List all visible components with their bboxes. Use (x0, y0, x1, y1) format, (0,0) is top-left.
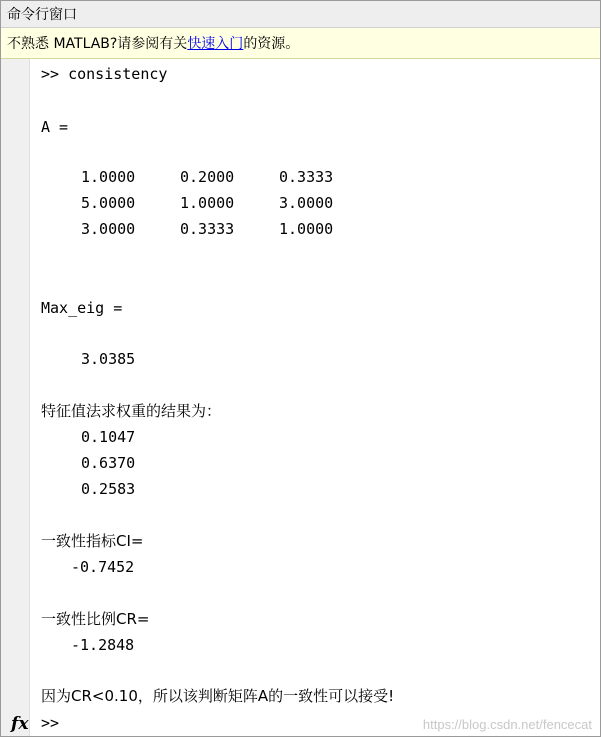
matrix-row: 3.0000 0.3333 1.0000 (81, 220, 334, 238)
ci-value: -0.7452 (71, 558, 135, 576)
matrix-a-label: A = (41, 118, 69, 136)
matrix-row: 5.0000 1.0000 3.0000 (81, 194, 334, 212)
weights-label: 特征值法求权重的结果为： (41, 402, 222, 420)
conclusion-text: 因为CR<0.10，所以该判断矩阵A的一致性可以接受! (41, 687, 395, 705)
window-titlebar (1, 1, 600, 28)
matrix-row: 1.0000 0.2000 0.3333 (81, 168, 334, 186)
ci-label: 一致性指标CI= (41, 532, 144, 550)
weight-value: 0.2583 (81, 480, 136, 498)
max-eig-label: Max_eig = (41, 299, 123, 317)
max-eig-value: 3.0385 (81, 350, 136, 368)
info-suffix: 的资源。 (243, 36, 300, 52)
info-bar (1, 28, 600, 59)
quick-start-link[interactable]: 快速入门 (187, 36, 244, 52)
fx-icon[interactable]: fx (11, 714, 29, 734)
console-gutter (1, 59, 30, 736)
cr-label: 一致性比例CR= (41, 610, 150, 628)
cr-value: -1.2848 (71, 636, 135, 654)
window-title: 命令行窗口 (7, 7, 77, 23)
weight-value: 0.6370 (81, 454, 136, 472)
command-line: >> consistency (41, 65, 168, 83)
command-prompt[interactable]: >> (41, 714, 60, 732)
console-output (41, 59, 596, 736)
console-area[interactable] (1, 59, 600, 736)
weight-value: 0.1047 (81, 428, 136, 446)
watermark-text: https://blog.csdn.net/fencecat (422, 717, 592, 732)
info-prefix: 不熟悉 MATLAB?请参阅有关 (7, 36, 188, 52)
